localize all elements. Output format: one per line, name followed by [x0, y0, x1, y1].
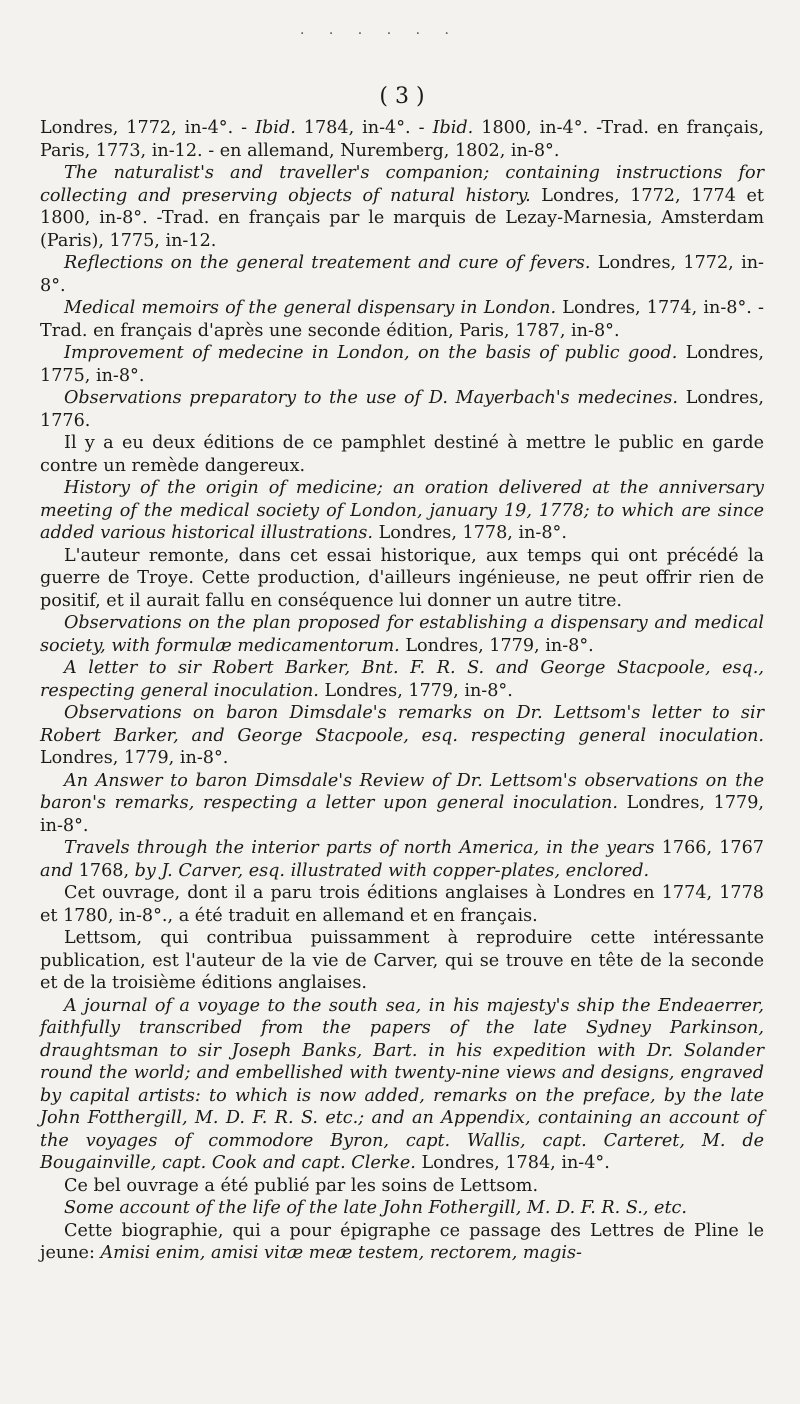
bibliography-entry	[40, 1197, 764, 1220]
entry-text: Londres, 1775, in-8°.	[40, 343, 765, 386]
entry-text: Il y a eu deux éditions de ce pamphlet destiné à mettre le public en garde contre un remède dangereux.	[40, 433, 764, 476]
entry-title-text: Observations on the plan proposed for establishing a dispensary and medical society, with formulæ medicamentorum.	[40, 613, 764, 656]
entry-title-text: Ibid.	[255, 118, 296, 138]
entry-text: L'auteur remonte, dans cet essai historique, aux temps qui ont précédé la guerre de Troye. Cette production, d'ailleurs ingénieuse, ne peut offrir rien de positif, et il aurait fallu en conséquence lui donner un autre titre.	[40, 545, 764, 611]
entry-title-text: Travels through the interior parts of north America, in the years	[64, 838, 655, 858]
entry-text: Londres, 1776.	[40, 388, 765, 431]
entry-text: 1768,	[73, 860, 135, 881]
entry-text: Londres, 1779, in-8°.	[399, 635, 594, 656]
bibliography-entry	[40, 882, 764, 927]
bibliography-entry	[40, 342, 764, 387]
entry-text: 1784, in-4°. -	[295, 118, 433, 138]
entry-title-text: A journal of a voyage to the south sea, in his majesty's ship the Endeaerrer, faithfully transcribed from the papers of the late Sydney Parkinson, draughtsman to sir Joseph Banks, Bart. in his expedition with Dr. Solander round the world; and embellished with twenty-nine views and designs, engraved by capital artists: to which is now added, remarks on the preface, by the late John Fotthergill, M. D. F. R. S. etc.; and an Appendix, containing an account of the voyages of commodore Byron, capt. Wallis, capt. Carteret, M. de Bougainville, capt. Cook and capt. Clerke.	[40, 995, 764, 1173]
body-text	[40, 117, 764, 1265]
bibliography-entry	[40, 995, 764, 1175]
entry-title-text: Ibid.	[432, 118, 474, 138]
entry-title-text: Amisi enim, amisi vitæ meæ testem, rectorem, magis-	[100, 1243, 582, 1263]
entry-text: Londres, 1779, in-8°.	[40, 793, 764, 836]
entry-text: Cette biographie, qui a pour épigraphe ce passage des Lettres de Pline le jeune:	[40, 1220, 764, 1263]
bibliography-entry	[40, 657, 764, 702]
entry-text: Londres, 1772, 1774 et 1800, in-8°. -Trad. en français par le marquis de Lezay-Marnesia, Amsterdam (Paris), 1775, in-12.	[40, 185, 764, 251]
entry-text: Ce bel ouvrage a été publié par les soins de Lettsom.	[64, 1175, 539, 1196]
entry-title-text: Improvement of medecine in London, on the basis of public good.	[64, 343, 678, 363]
entry-text: Cet ouvrage, dont il a paru trois éditions anglaises à Londres en 1774, 1778 et 1780, in-8°., a été traduit en allemand et en français.	[40, 883, 764, 926]
entry-text: Londres, 1784, in-4°.	[415, 1153, 610, 1173]
entry-text: Londres, 1779, in-8°.	[318, 680, 513, 701]
bibliography-entry	[40, 702, 764, 770]
bibliography-entry	[40, 297, 764, 342]
entry-title-text: Some account of the life of the late John Fothergill, M. D. F. R. S., etc.	[64, 1198, 687, 1218]
bibliography-entry	[40, 837, 764, 882]
bibliography-entry	[40, 770, 764, 838]
entry-title-text: The naturalist's and traveller's companion; containing instructions for collecting and preserving objects of natural history.	[40, 163, 764, 206]
bibliography-entry	[40, 387, 764, 432]
bibliography-entry	[40, 927, 764, 995]
entry-text: 1766, 1767	[654, 838, 764, 858]
entry-title-text: Observations preparatory to the use of D. Mayerbach's medecines.	[64, 388, 678, 408]
bibliography-entry	[40, 1175, 764, 1198]
bibliography-entry	[40, 477, 764, 545]
entry-text: Londres, 1774, in-8°. -Trad. en français d'après une seconde édition, Paris, 1787, in-8°.	[40, 298, 764, 341]
bibliography-entry	[40, 432, 764, 477]
entry-text: Londres, 1772, in-4°. -	[40, 118, 256, 138]
page-number: ( 3 )	[379, 84, 425, 109]
entry-text: 1800, in-4°. -Trad. en français, Paris, 1773, in-12. - en allemand, Nuremberg, 1802, in-8°.	[40, 118, 764, 161]
entry-title-text: A letter to sir Robert Barker, Bnt. F. R. S. and George Stacpoole, esq., respecting general inoculation.	[40, 658, 764, 701]
ink-marks: · · · · · ·	[300, 26, 459, 42]
entry-title-text: Medical memoirs of the general dispensary in London.	[64, 298, 557, 318]
entry-title-text: An Answer to baron Dimsdale's Review of Dr. Lettsom's observations on the baron's remarks, respecting a letter upon general inoculation.	[40, 770, 764, 813]
bibliography-entry	[40, 545, 764, 613]
entry-text: Londres, 1779, in-8°.	[40, 748, 229, 768]
entry-text: Londres, 1772, in-8°.	[40, 253, 764, 296]
entry-title-text: Reflections on the general treatement and cure of fevers.	[64, 253, 591, 273]
entry-text: Lettsom, qui contribua puissamment à reproduire cette intéressante publication, est l'auteur de la vie de Carver, qui se trouve en tête de la seconde et de la troisième éditions anglaises.	[40, 928, 764, 993]
entry-text: Londres, 1778, in-8°.	[373, 523, 567, 543]
bibliography-entry	[40, 117, 764, 162]
bibliography-entry	[40, 612, 764, 657]
bibliography-entry	[40, 252, 764, 297]
bibliography-entry	[40, 162, 764, 252]
entry-title-text: by J. Carver, esq. illustrated with copper-plates, enclored.	[134, 860, 650, 881]
entry-title-text: Observations on baron Dimsdale's remarks on Dr. Lettsom's letter to sir Robert Barker, and George Stacpoole, esq. respecting general inoculation.	[40, 703, 764, 746]
entry-title-text: History of the origin of medicine; an oration delivered at the anniversary meeting of the medical society of London, january 19, 1778; to which are since added various historical illustrations.	[40, 478, 764, 543]
bibliography-entry	[40, 1220, 764, 1265]
entry-title-text: and	[40, 860, 74, 881]
